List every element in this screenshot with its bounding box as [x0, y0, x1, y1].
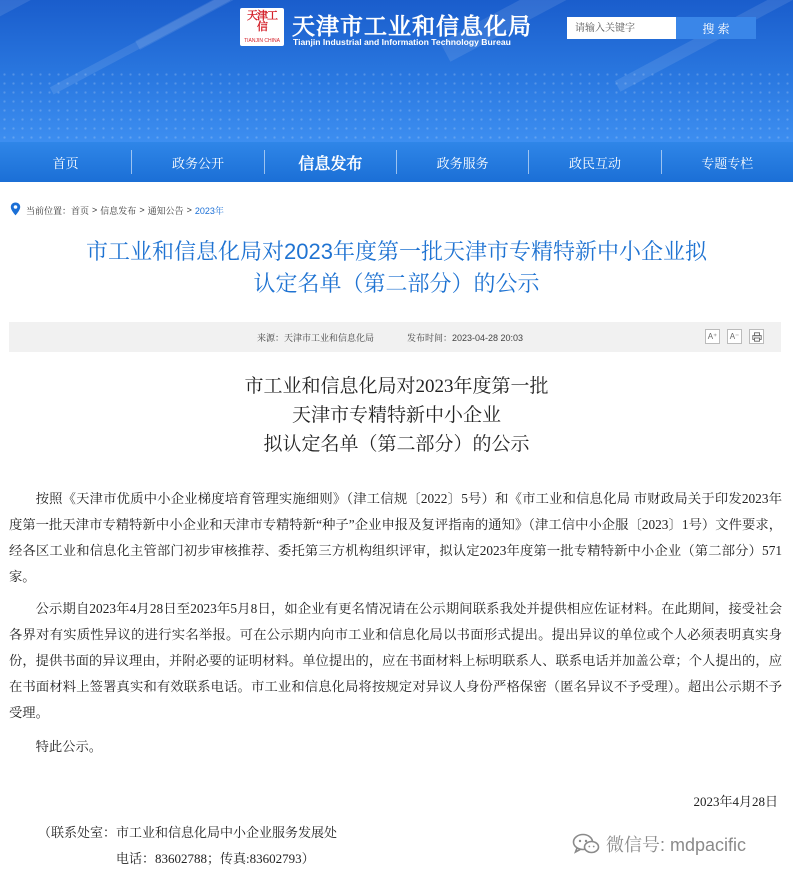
- font-increase-button[interactable]: [705, 329, 720, 344]
- breadcrumb-notices[interactable]: 通知公告: [147, 205, 184, 216]
- wechat-watermark: [572, 831, 746, 857]
- watermark-text: 微信号: mdpacific: [606, 835, 747, 855]
- nav-item-information-release[interactable]: 信息发布: [298, 155, 363, 173]
- breadcrumb-separator: >: [92, 205, 98, 215]
- print-icon: [752, 332, 762, 342]
- nav-item-public-interaction[interactable]: 政民互动: [568, 155, 621, 171]
- main-nav: [0, 142, 793, 182]
- nav-item-home[interactable]: 首页: [52, 155, 79, 171]
- search-button-label: 搜 索: [702, 21, 730, 36]
- nav-item-government-services[interactable]: 政务服务: [436, 155, 489, 171]
- font-decrease-icon: A⁻: [729, 332, 740, 341]
- site-subtitle: Tianjin Industrial and Information Technology Bureau: [293, 37, 511, 47]
- breadcrumb-separator: >: [139, 205, 145, 215]
- document-title-line: 天津市专精特新中小企业: [291, 405, 501, 426]
- site-logo[interactable]: [240, 8, 284, 46]
- article-source: 来源：天津市工业和信息化局: [257, 332, 375, 343]
- site-title: 天津市工业和信息化局: [292, 13, 532, 39]
- document-date: 2023年4月28日: [693, 794, 778, 809]
- breadcrumb-separator: >: [186, 205, 192, 215]
- font-increase-icon: A⁺: [707, 332, 718, 341]
- nav-item-special-topics[interactable]: 专题专栏: [701, 155, 754, 171]
- document-title: [0, 372, 793, 459]
- search-input[interactable]: [567, 17, 676, 39]
- body-paragraph-basis: 按照《天津市优质中小企业梯度培育管理实施细则》（津工信规〔2022〕5号）和《市工业和信息化局 市财政局关于印发2023年度第一批天津市专精特新中小企业和天津市专精特新“种子”企业申报及复评指南的通知》（津工信中小企服〔2023〕1号）文件要求，经各区工业和信息化主管部门初步审核推荐、委托第三方机构组织评审，拟认定2023年度第一批专精特新中小企业（第二部分）571家。: [9, 491, 782, 584]
- breadcrumb-home[interactable]: 首页: [71, 205, 90, 216]
- breadcrumb-prefix: 当前位置：: [26, 205, 72, 216]
- body-paragraph-publicity-period: 公示期自2023年4月28日至2023年5月8日，如企业有更名情况请在公示期间联系我处并提供相应佐证材料。在此期间，接受社会各界对有实质性异议的进行实名举报。可在公示期内向市工业和信息化局以书面形式提出。提出异议的单位或个人必须表明真实身份，提供书面的异议理由，并附必要的证明材料。单位提出的，应在书面材料上标明联系人、联系电话并加盖公章；个人提出的，应在书面材料上签署真实和有效联系电话。市工业和信息化局将按规定对异议人身份严格保密（匿名异议不予受理）。超出公示期不予受理。: [9, 601, 782, 720]
- article-publish-time: 发布时间：2023-04-28 20:03: [407, 332, 524, 343]
- contact-phone-fax: 电话：83602788；传真:83602793）: [116, 851, 315, 866]
- location-pin-icon: [10, 202, 21, 218]
- contact-department: （联系处室：市工业和信息化局中小企业服务发展处: [38, 825, 338, 840]
- article-title-line: 认定名单（第二部分）的公示: [253, 271, 540, 296]
- document-title-line: 拟认定名单（第二部分）的公示: [263, 434, 530, 455]
- nav-item-government-affairs[interactable]: 政务公开: [171, 155, 224, 171]
- body-paragraph-closing: 特此公示。: [35, 739, 103, 754]
- article-meta-bar: [9, 322, 781, 352]
- search-button[interactable]: [676, 17, 756, 39]
- logo-mark: 天津工信: [247, 9, 277, 33]
- document-title-line: 市工业和信息化局对2023年度第一批: [244, 376, 549, 397]
- font-decrease-button[interactable]: [727, 329, 742, 344]
- breadcrumb: [10, 202, 224, 218]
- header-banner: [0, 0, 793, 142]
- breadcrumb-current[interactable]: 2023年: [194, 205, 224, 216]
- wechat-icon: [572, 833, 600, 855]
- article-title-line: 市工业和信息化局对2023年度第一批天津市专精特新中小企业拟: [86, 239, 707, 264]
- breadcrumb-info-release[interactable]: 信息发布: [100, 205, 137, 216]
- article-title: [40, 236, 753, 300]
- logo-english-text: TIANJIN CHINA: [244, 38, 280, 44]
- print-button[interactable]: [749, 329, 764, 344]
